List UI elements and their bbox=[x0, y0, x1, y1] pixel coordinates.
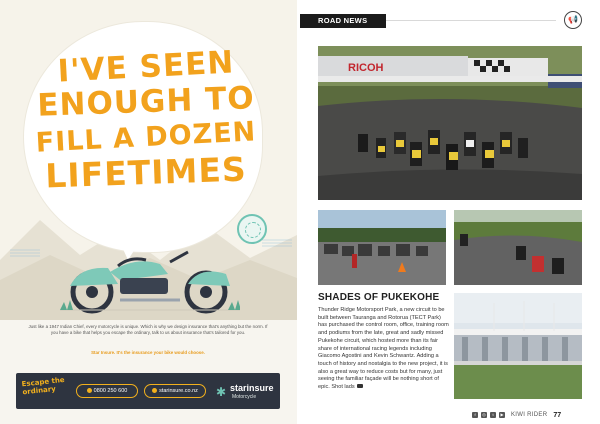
page-folio bbox=[472, 410, 561, 420]
end-mark-icon bbox=[357, 384, 363, 388]
instagram-icon[interactable]: ◎ bbox=[482, 412, 486, 417]
page-number: 77 bbox=[553, 411, 562, 419]
website-link: starinsure.co.nz bbox=[159, 388, 198, 394]
section-rule bbox=[386, 20, 556, 21]
advert-footer-bar bbox=[16, 373, 280, 409]
globe-icon bbox=[152, 388, 157, 393]
advert-artwork bbox=[0, 0, 297, 318]
motorcycle-illustration bbox=[60, 244, 240, 314]
editorial-page bbox=[300, 0, 600, 424]
twitter-icon[interactable]: t bbox=[490, 412, 496, 418]
photo-grandstand bbox=[454, 293, 582, 399]
phone-icon bbox=[87, 388, 92, 393]
facebook-icon[interactable]: f bbox=[472, 412, 478, 418]
section-label: ROAD NEWS bbox=[300, 14, 386, 28]
photo-track-action bbox=[454, 210, 582, 285]
magazine-name: KIWI RIDER bbox=[511, 412, 548, 418]
megaphone-icon: 📢 bbox=[564, 11, 582, 29]
website-pill[interactable] bbox=[144, 384, 206, 398]
headline-line: FILL A DOZEN bbox=[35, 116, 257, 159]
photo-paddock bbox=[318, 210, 446, 285]
article-body bbox=[318, 307, 449, 392]
seal-badge-icon bbox=[237, 214, 267, 244]
headline-line: LIFETIMES bbox=[44, 149, 248, 196]
advert-body-copy: Just like a 1947 Indian Chief, every motorcycle is unique. Which is why we design insurance that's anything but the norm. If you have a bike that helps you escape the ordinary, talk to us about insurance that's tailored for you. bbox=[28, 324, 268, 335]
photo-race-start bbox=[318, 46, 582, 200]
article-title: SHADES OF PUKEKOHE bbox=[318, 292, 440, 303]
star-icon: ✱ bbox=[216, 385, 227, 399]
brand-name: starinsure bbox=[230, 383, 274, 393]
headline-line: I'VE SEEN bbox=[56, 44, 236, 90]
brand-subtitle: Motorcycle bbox=[232, 394, 257, 400]
advert-headline bbox=[34, 44, 258, 196]
phone-number: 0800 250 600 bbox=[93, 388, 128, 394]
escape-the-ordinary-logo: Escape the ordinary bbox=[21, 375, 65, 397]
advert-highlight: Star Insure. It's the insurance your bike would choose. bbox=[91, 350, 205, 355]
advert-page bbox=[0, 0, 297, 424]
phone-pill[interactable] bbox=[76, 384, 138, 398]
sponsor-sign: RICOH bbox=[348, 62, 384, 74]
youtube-icon[interactable]: ▶ bbox=[500, 412, 504, 417]
headline-line: ENOUGH TO bbox=[36, 80, 256, 124]
article-body-text: Thunder Ridge Motorsport Park, a new circuit to be built between Tauranga and Rotorua (TECT Park) has purchased the control room, office, training room and podiums from the late, great and sadly missed Pukekohe circuit, which hosted more than its fair share of international racing legends including Giacomo Agostini and Kevin Schwantz. Adding a touch of history and nostalgia to the new project, it is also a great way to reduce costs but for many, just seeing the familiar façade will be nothing short of epic. Shot lads bbox=[318, 307, 449, 391]
